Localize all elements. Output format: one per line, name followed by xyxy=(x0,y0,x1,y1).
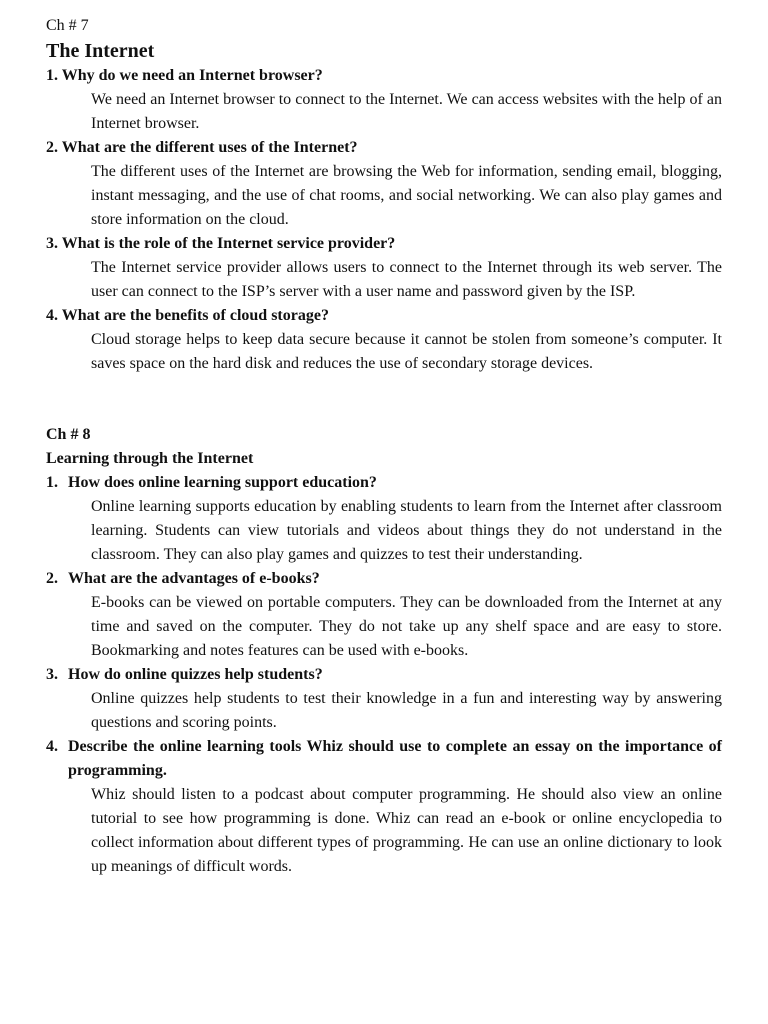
answer: E-books can be viewed on portable computers. They can be downloaded from the Internet at any time and saved on the computer. They do not take up any shelf space and are easy to store. Bookmarking and notes features can be used with e-books. xyxy=(91,594,722,659)
answer: The Internet service provider allows users to connect to the Internet through its web server. The user can connect to the ISP’s server with a user name and password given by the ISP. xyxy=(91,259,722,300)
answer: Whiz should listen to a podcast about computer programming. He should also view an online tutorial to see how programming is done. Whiz can read an e-book or online encyclopedia to collect information about different types of programming. He can use an online dictionary to look up meanings of difficult words. xyxy=(91,786,722,875)
qa-item xyxy=(46,471,722,567)
question-text: What are the advantages of e-books? xyxy=(68,570,320,587)
answer: The different uses of the Internet are browsing the Web for information, sending email, blogging, instant messaging, and the use of chat rooms, and social networking. We can also play games and store information on the cloud. xyxy=(91,163,722,228)
question xyxy=(46,471,722,495)
question-number: 2. xyxy=(46,139,58,156)
section-gap xyxy=(46,376,722,423)
qa-item xyxy=(46,64,722,136)
answer: Cloud storage helps to keep data secure because it cannot be stolen from someone’s computer. It saves space on the hard disk and reduces the use of secondary storage devices. xyxy=(91,331,722,372)
chapter-8-label: Ch # 8 xyxy=(46,426,91,443)
question xyxy=(46,663,722,687)
chapter-8-section xyxy=(46,423,722,879)
question-number: 3. xyxy=(46,235,58,252)
chapter-7-section xyxy=(46,14,722,376)
question-number: 3. xyxy=(46,666,58,683)
qa-item xyxy=(46,663,722,735)
question xyxy=(46,232,722,256)
chapter-8-title: Learning through the Internet xyxy=(46,450,254,467)
question-text: Describe the online learning tools Whiz should use to complete an essay on the importance of programming. xyxy=(68,738,722,779)
question-text: How do online quizzes help students? xyxy=(68,666,323,683)
question xyxy=(46,735,722,783)
qa-item xyxy=(46,735,722,879)
question-number: 2. xyxy=(46,570,58,587)
question-text: How does online learning support education? xyxy=(68,474,377,491)
question xyxy=(46,136,722,160)
question-text: What are the benefits of cloud storage? xyxy=(61,307,329,324)
qa-item xyxy=(46,304,722,376)
chapter-7-label: Ch # 7 xyxy=(46,17,89,34)
question-text: Why do we need an Internet browser? xyxy=(61,67,323,84)
qa-item xyxy=(46,567,722,663)
qa-item xyxy=(46,232,722,304)
qa-item xyxy=(46,136,722,232)
answer: We need an Internet browser to connect to the Internet. We can access websites with the help of an Internet browser. xyxy=(91,91,722,132)
question xyxy=(46,567,722,591)
question-number: 4. xyxy=(46,738,58,755)
answer: Online learning supports education by enabling students to learn from the Internet after classroom learning. Students can view tutorials and videos about things they do not understand in the classroom. They can also play games and quizzes to test their understanding. xyxy=(91,498,722,563)
question xyxy=(46,64,722,88)
question-number: 4. xyxy=(46,307,58,324)
question-number: 1. xyxy=(46,67,58,84)
question-text: What are the different uses of the Internet? xyxy=(61,139,358,156)
question-number: 1. xyxy=(46,474,58,491)
chapter-7-title: The Internet xyxy=(46,40,155,62)
answer: Online quizzes help students to test their knowledge in a fun and interesting way by answering questions and scoring points. xyxy=(91,690,722,731)
question-text: What is the role of the Internet service provider? xyxy=(61,235,396,252)
question xyxy=(46,304,722,328)
